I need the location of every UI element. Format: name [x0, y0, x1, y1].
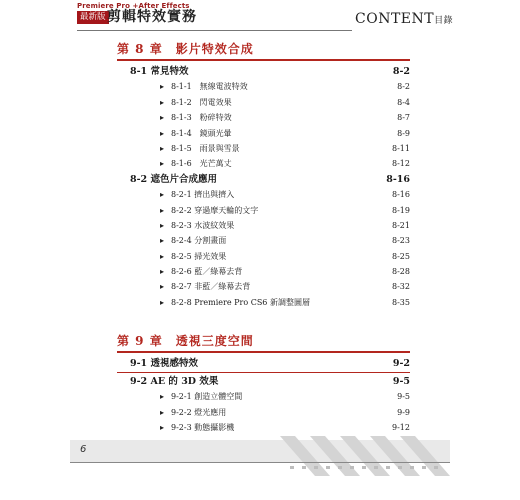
- item-page: 8-2: [397, 82, 410, 92]
- toc-item[interactable]: [117, 110, 410, 125]
- triangle-right-icon: ▸: [160, 407, 165, 417]
- toc-item[interactable]: [117, 187, 410, 202]
- item-label: 8-2-1 擠出與擠入: [171, 190, 235, 200]
- toc-item[interactable]: [117, 218, 410, 233]
- page-number: 6: [80, 444, 87, 455]
- section-divider: [117, 372, 410, 373]
- item-page: 8-11: [392, 143, 410, 153]
- item-page: 8-16: [392, 190, 410, 200]
- toc-section[interactable]: [117, 374, 410, 389]
- chapter-rule: [117, 351, 410, 353]
- toc-item[interactable]: [117, 279, 410, 294]
- toc-item[interactable]: [117, 405, 410, 420]
- item-label: 8-1-5 雨景與雪景: [171, 143, 240, 153]
- item-page: 8-28: [392, 267, 410, 277]
- triangle-right-icon: ▸: [160, 97, 165, 107]
- toc-item[interactable]: [117, 264, 410, 279]
- item-page: 8-35: [392, 297, 410, 307]
- item-label: 8-2-3 水波紋效果: [171, 220, 235, 230]
- triangle-right-icon: ▸: [160, 220, 165, 230]
- content-suffix: 目錄: [434, 16, 454, 26]
- chapter-title: 第 9 章 透視三度空間: [117, 334, 254, 348]
- triangle-right-icon: ▸: [160, 282, 165, 292]
- item-label: 8-2-8 Premiere Pro CS6 新調整圖層: [171, 297, 310, 307]
- item-label: 8-1-6 光芒萬丈: [171, 159, 232, 169]
- page-header: [0, 0, 520, 40]
- footer-film-strip-decoration: [70, 436, 450, 476]
- item-page: 8-23: [392, 236, 410, 246]
- triangle-right-icon: ▸: [160, 297, 165, 307]
- item-label: 8-2-5 掃光效果: [171, 251, 227, 261]
- content-heading: [352, 8, 456, 32]
- toc-section[interactable]: [117, 64, 410, 79]
- chapter-title: 第 8 章 影片特效合成: [117, 42, 254, 56]
- triangle-right-icon: ▸: [160, 236, 165, 246]
- triangle-right-icon: ▸: [160, 251, 165, 261]
- toc-item[interactable]: [117, 295, 410, 310]
- item-label: 8-2-2 穿過摩天輪的文字: [171, 205, 259, 215]
- section-label: 9-1 透視感特效: [130, 358, 198, 369]
- section-page: 8-16: [386, 173, 410, 185]
- item-label: 8-1-3 粉碎特效: [171, 113, 232, 123]
- edition-badge: 最新版: [77, 11, 109, 24]
- item-page: 8-7: [397, 113, 410, 123]
- section-page: 9-5: [392, 376, 410, 387]
- triangle-right-icon: ▸: [160, 143, 165, 153]
- section-page: 9-2: [392, 358, 410, 369]
- footer-rule: [70, 462, 450, 463]
- toc-item[interactable]: [117, 79, 410, 94]
- toc-section[interactable]: [117, 356, 410, 371]
- toc-item[interactable]: [117, 249, 410, 264]
- toc-item[interactable]: [117, 420, 410, 435]
- content-label: CONTENT: [355, 11, 435, 27]
- item-page: 8-19: [392, 205, 410, 215]
- book-title: 剪輯特效實務: [107, 9, 197, 25]
- item-label: 9-2-1 創造立體空間: [171, 392, 243, 402]
- triangle-right-icon: ▸: [160, 190, 165, 200]
- item-page: 9-5: [397, 392, 410, 402]
- chapter-9-toc-cont: [117, 374, 410, 436]
- toc-section[interactable]: [117, 172, 410, 187]
- item-label: 8-2-6 藍／綠幕去背: [171, 267, 243, 277]
- toc-item[interactable]: [117, 233, 410, 248]
- item-label: 9-2-3 動態攝影機: [171, 423, 235, 433]
- triangle-right-icon: ▸: [160, 159, 165, 169]
- chapter-8-toc: [117, 64, 410, 310]
- item-label: 8-2-4 分割畫面: [171, 236, 227, 246]
- chapter-9-toc: [117, 356, 410, 371]
- item-label: 8-1-4 鏡頭光暈: [171, 128, 232, 138]
- item-page: 8-25: [392, 251, 410, 261]
- section-label: 8-2 遮色片合成應用: [130, 173, 217, 185]
- item-page: 8-32: [392, 282, 410, 292]
- toc-item[interactable]: [117, 95, 410, 110]
- section-page: 8-2: [392, 66, 410, 77]
- item-page: 9-12: [392, 423, 410, 433]
- triangle-right-icon: ▸: [160, 113, 165, 123]
- item-page: 9-9: [397, 407, 410, 417]
- toc-item[interactable]: [117, 126, 410, 141]
- item-page: 8-9: [397, 128, 410, 138]
- section-label: 9-2 AE 的 3D 效果: [130, 376, 219, 387]
- item-label: 8-2-7 非藍／綠幕去背: [171, 282, 251, 292]
- item-page: 8-4: [397, 97, 410, 107]
- item-label: 8-1-1 無線電波特效: [171, 82, 248, 92]
- triangle-right-icon: ▸: [160, 267, 165, 277]
- item-label: 9-2-2 燈光應用: [171, 407, 227, 417]
- chapter-rule: [117, 59, 410, 61]
- triangle-right-icon: ▸: [160, 392, 165, 402]
- book-english-title: Premiere Pro +After Effects: [77, 2, 190, 10]
- section-label: 8-1 常見特效: [130, 66, 189, 77]
- triangle-right-icon: ▸: [160, 82, 165, 92]
- toc-item[interactable]: [117, 203, 410, 218]
- item-page: 8-12: [392, 159, 410, 169]
- toc-item[interactable]: [117, 156, 410, 171]
- toc-item[interactable]: [117, 389, 410, 404]
- triangle-right-icon: ▸: [160, 205, 165, 215]
- item-page: 8-21: [392, 220, 410, 230]
- triangle-right-icon: ▸: [160, 128, 165, 138]
- toc-item[interactable]: [117, 141, 410, 156]
- item-label: 8-1-2 閃電效果: [171, 97, 232, 107]
- triangle-right-icon: ▸: [160, 423, 165, 433]
